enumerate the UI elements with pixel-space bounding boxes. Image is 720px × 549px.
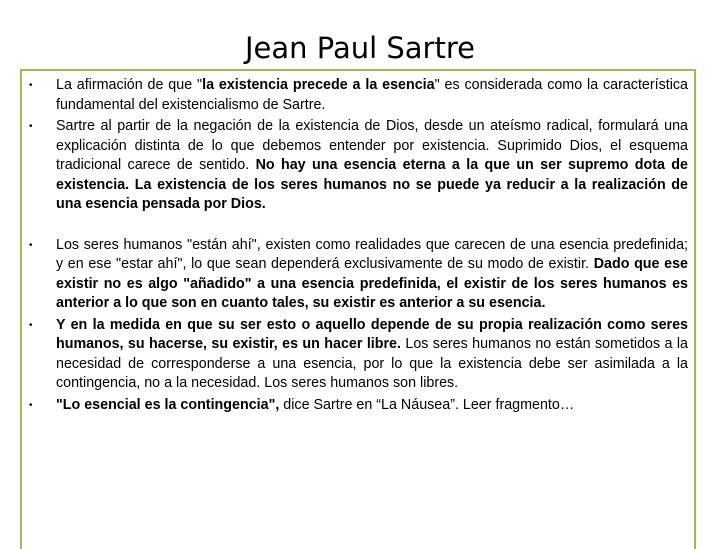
bullet-icon: •	[29, 239, 33, 251]
item-text-bold: No hay una esencia eterna a la que un ser supremo dota de existencia. La existencia de los seres humanos no se puede ya reducir a la realización de una esencia pensada por Dios.	[56, 157, 688, 212]
bullet-icon: •	[29, 319, 33, 331]
item-text-bold: Dado que ese existir no es algo "añadido" a una esencia predefinida, el existir de los seres humanos es anterior a lo que son en cuanto tales, su existir es anterior a su esencia.	[56, 256, 688, 311]
list-item	[24, 117, 688, 215]
bullet-icon: •	[29, 399, 33, 411]
item-text-bold: la existencia precede a la esencia	[202, 77, 435, 93]
list-item	[24, 236, 688, 314]
list-item	[24, 396, 688, 416]
item-text: Los seres humanos "están ahí", existen como realidades que carecen de una esencia predefinida; y en ese "estar ahí", lo que sean dependerá exclusivamente de su modo de existir.	[56, 236, 688, 272]
item-text: La afirmación de que "	[56, 77, 203, 93]
bullet-icon: •	[29, 121, 33, 132]
item-text: " es considerada como la característica fundamental del existencialismo de Sartre.	[56, 77, 689, 113]
item-text-bold: Y en la medida en que su ser esto o aquello depende de su propia realización como seres humanos, su hacerse, su existir, es un hacer libre.	[56, 316, 688, 352]
item-text: Los seres humanos no están sometidos a la necesidad de corresponderse a una esencia, por lo que la existencia debe ser asimilada a la contingencia, no a la necesidad. Los seres humanos son libres.	[56, 336, 688, 391]
item-text: Sartre al partir de la negación de la existencia de Dios, desde un ateísmo radical, formulará una explicación distinta de lo que debemos entender por existencia. Suprimido Dios, el esquema tradicional carece de sentido.	[56, 118, 688, 173]
list-item	[24, 316, 688, 394]
page-title: Jean Paul Sartre	[245, 31, 475, 65]
list-item	[24, 76, 688, 115]
bullet-list	[24, 76, 688, 415]
read-fragment-link: dice Sartre en “La Náusea”. Leer fragmento…	[279, 396, 575, 413]
bullet-icon: •	[29, 80, 33, 91]
item-text-bold: "Lo esencial es la contingencia",	[56, 396, 280, 413]
